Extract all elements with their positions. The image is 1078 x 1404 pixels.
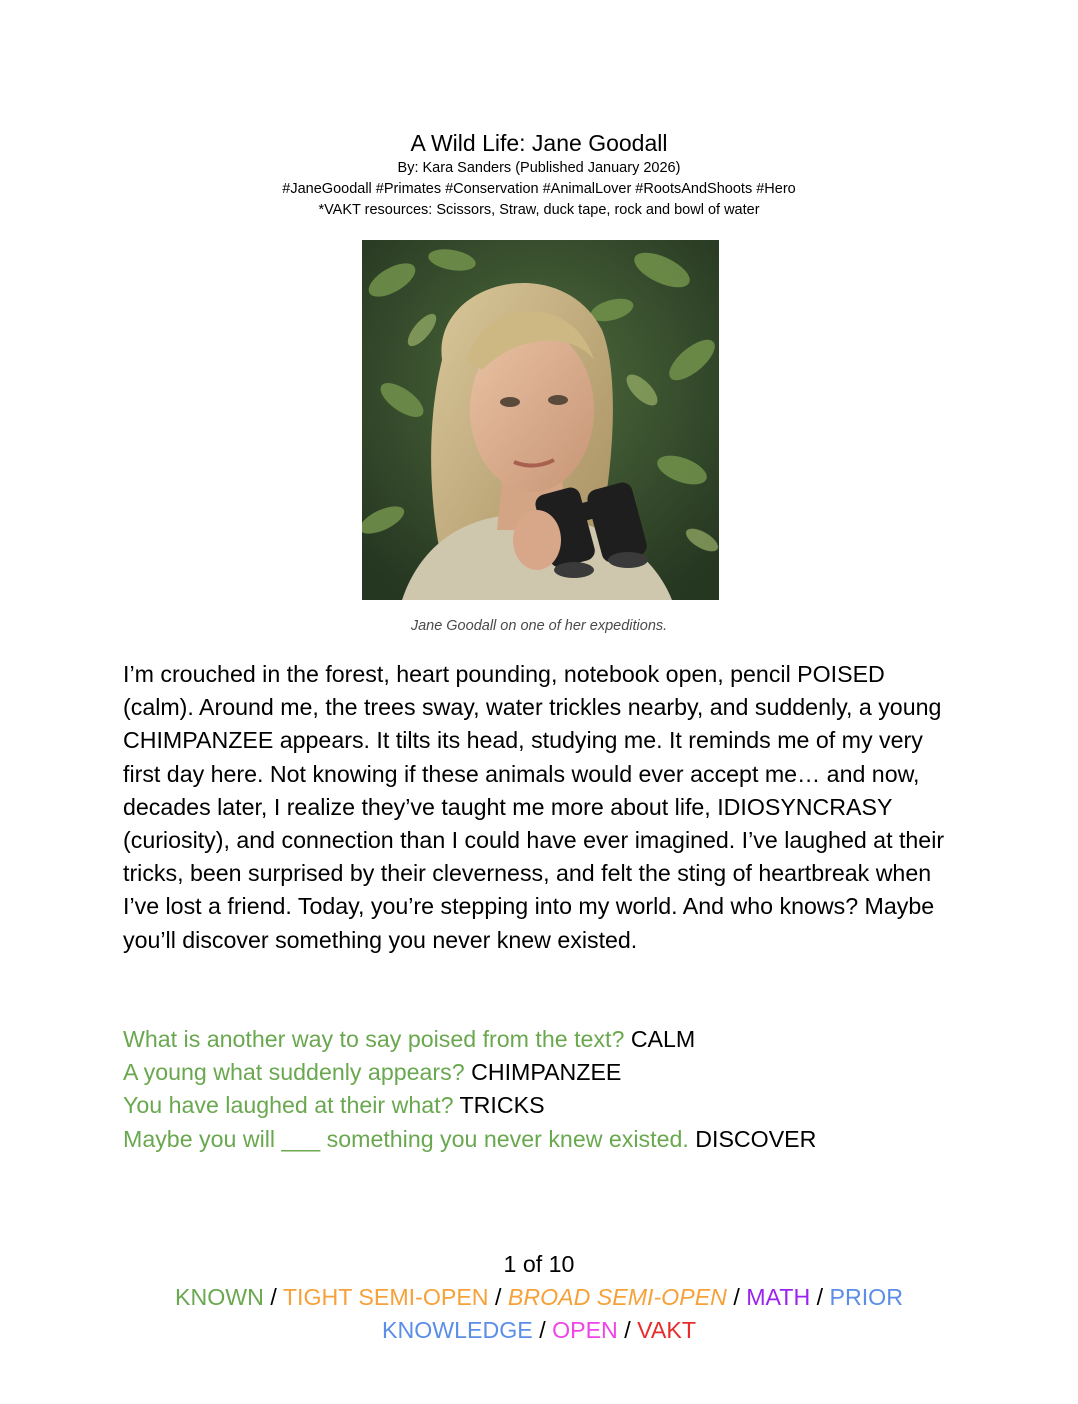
legend-separator: / (488, 1284, 508, 1311)
question-line (123, 1023, 953, 1056)
legend-item: VAKT (637, 1317, 696, 1344)
question-text: A young what suddenly appears? (123, 1059, 465, 1086)
photo-caption: Jane Goodall on one of her expeditions. (410, 618, 668, 634)
question-text: Maybe you will ___ something you never knew existed. (123, 1125, 689, 1152)
question-text: What is another way to say poised from the text? (123, 1026, 625, 1052)
answer-text: CALM (630, 1026, 696, 1052)
legend-item: TIGHT SEMI-OPEN (282, 1284, 489, 1311)
legend-item: KNOWN (175, 1284, 264, 1311)
legend-separator: / (617, 1317, 638, 1344)
question-line (123, 1123, 953, 1156)
legend-separator: / (263, 1284, 283, 1311)
portrait-illustration (362, 240, 719, 600)
legend-separator: / (532, 1317, 553, 1344)
resources-note: *VAKT resources: Scissors, Straw, duck tape, rock and bowl of water (318, 202, 760, 218)
hashtags: #JaneGoodall #Primates #Conservation #AnimalLover #RootsAndShoots #Hero (282, 181, 796, 197)
answer-text: TRICKS (459, 1092, 545, 1119)
comprehension-questions (123, 1023, 953, 1156)
question-line (123, 1056, 953, 1089)
legend-separator: / (810, 1284, 830, 1311)
byline: By: Kara Sanders (Published January 2026) (397, 160, 681, 176)
answer-text: DISCOVER (695, 1125, 817, 1152)
legend-item: PRIOR KNOWLEDGE (382, 1284, 903, 1344)
answer-text: CHIMPANZEE (471, 1059, 622, 1086)
legend-item: MATH (746, 1284, 811, 1311)
legend-separator: / (726, 1284, 747, 1311)
document-header (0, 128, 1078, 221)
page-title: A Wild Life: Jane Goodall (410, 130, 668, 156)
question-type-legend (119, 1281, 959, 1347)
story-paragraph: I’m crouched in the forest, heart pounding, notebook open, pencil POISED (calm). Around me, the trees sway, water trickles nearby, and suddenly, a young CHIMPANZEE appears. It tilts its head, studying me. It reminds me of my very first day here. Not knowing if these animals would ever accept me… and now, decades later, I realize they’ve taught me more about life, IDIOSYNCRASY (curiosity), and connection than I could have ever imagined. I’ve laughed at their tricks, been surprised by their cleverness, and felt the sting of heartbreak when I’ve lost a friend. Today, you’re stepping into my world. And who knows? Maybe you’ll discover something you never knew existed. (123, 661, 945, 953)
page-footer (0, 1248, 1078, 1348)
page-number: 1 of 10 (503, 1251, 575, 1277)
legend-item: BROAD SEMI-OPEN (507, 1284, 727, 1311)
question-line (123, 1089, 953, 1122)
jane-goodall-photo (362, 240, 719, 600)
question-text: You have laughed at their what? (123, 1092, 454, 1119)
legend-item: OPEN (552, 1317, 618, 1344)
